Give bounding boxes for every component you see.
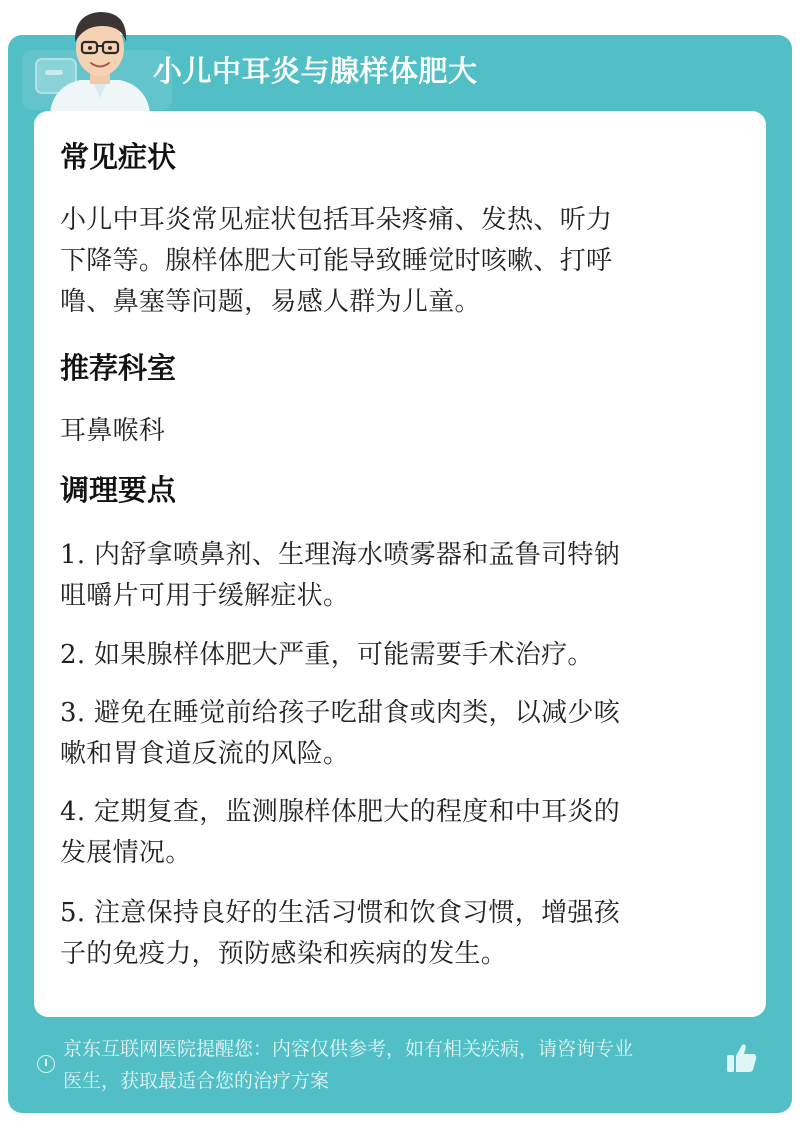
disclaimer-text — [63, 1033, 725, 1097]
care-item-number: 3. — [60, 698, 86, 728]
care-item-line: 注意保持良好的生活习惯和饮食习惯，增强孩 — [94, 898, 621, 928]
care-item — [60, 792, 740, 874]
symptoms-line: 小儿中耳炎常见症状包括耳朵疼痛、发热、听力 — [60, 205, 613, 235]
care-item — [60, 635, 740, 676]
care-item — [60, 693, 740, 775]
care-item-line: 如果腺样体肥大严重，可能需要手术治疗。 — [94, 640, 594, 670]
care-item-line: 子的免疫力，预防感染和疾病的发生。 — [60, 939, 508, 969]
section-heading-care: 调理要点 — [60, 473, 177, 507]
doctor-avatar-icon — [40, 0, 160, 112]
care-item-number: 2. — [60, 640, 86, 670]
section-heading-department: 推荐科室 — [60, 351, 177, 385]
care-item-number: 1. — [60, 540, 86, 570]
disclaimer-line: 京东互联网医院提醒您：内容仅供参考，如有相关疾病，请咨询专业 — [63, 1038, 634, 1060]
care-item-line: 发展情况。 — [60, 838, 192, 868]
care-item — [60, 535, 740, 617]
care-item-line: 定期复查，监测腺样体肥大的程度和中耳炎的 — [94, 797, 621, 827]
care-item — [60, 893, 740, 975]
disclaimer-line: 医生，获取最适合您的治疗方案 — [63, 1070, 330, 1092]
care-item-line: 避免在睡觉前给孩子吃甜食或肉类，以减少咳 — [94, 698, 621, 728]
page-title: 小儿中耳炎与腺样体肥大 — [153, 54, 478, 88]
thumbs-up-icon[interactable] — [724, 1040, 760, 1076]
care-item-number: 4. — [60, 797, 86, 827]
care-item-line: 咀嚼片可用于缓解症状。 — [60, 581, 350, 611]
department-text: 耳鼻喉科 — [60, 416, 166, 446]
symptoms-line: 噜、鼻塞等问题，易感人群为儿童。 — [60, 287, 481, 317]
info-icon — [37, 1055, 55, 1073]
symptoms-text — [60, 200, 740, 323]
section-heading-symptoms: 常见症状 — [60, 140, 177, 174]
symptoms-line: 下降等。腺样体肥大可能导致睡觉时咳嗽、打呼 — [60, 246, 613, 276]
care-item-line: 嗽和胃食道反流的风险。 — [60, 739, 350, 769]
care-item-number: 5. — [60, 898, 86, 928]
care-item-line: 内舒拿喷鼻剂、生理海水喷雾器和孟鲁司特钠 — [94, 540, 621, 570]
